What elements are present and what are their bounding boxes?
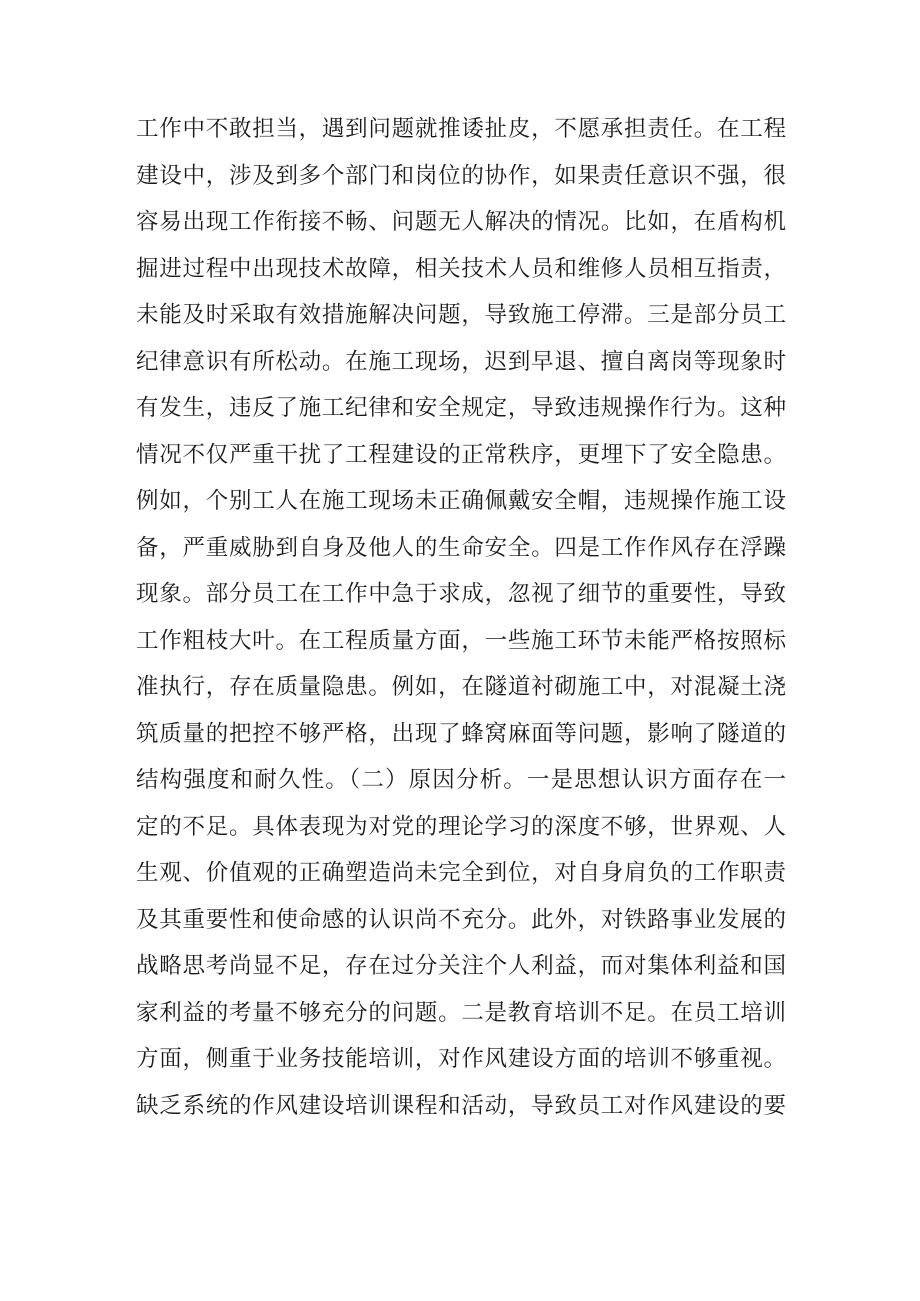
text-line: 工作中不敢担当，遇到问题就推诿扯皮，不愿承担责任。在工程	[136, 116, 786, 142]
text-line: 方面，侧重于业务技能培训，对作风建设方面的培训不够重视。	[136, 1046, 786, 1072]
text-line: 情况不仅严重干扰了工程建设的正常秩序，更埋下了安全隐患。	[136, 441, 786, 468]
text-line: 结构强度和耐久性。（二）原因分析。一是思想认识方面存在一	[136, 767, 786, 793]
text-line: 纪律意识有所松动。在施工现场，迟到早退、擅自离岗等现象时	[136, 348, 786, 375]
text-line: 现象。部分员工在工作中急于求成，忽视了细节的重要性，导致	[136, 581, 786, 607]
text-line: 容易出现工作衔接不畅、问题无人解决的情况。比如，在盾构机	[136, 209, 786, 235]
text-line: 缺乏系统的作风建设培训课程和活动，导致员工对作风建设的要	[136, 1092, 786, 1119]
text-line: 战略思考尚显不足，存在过分关注个人利益，而对集体利益和国	[136, 953, 786, 979]
text-line: 工作粗枝大叶。在工程质量方面，一些施工环节未能严格按照标	[136, 627, 786, 654]
text-line: 备，严重威胁到自身及他人的生命安全。四是工作作风存在浮躁	[136, 534, 786, 561]
text-line: 筑质量的把控不够严格，出现了蜂窝麻面等问题，影响了隧道的	[136, 720, 786, 747]
text-line: 建设中，涉及到多个部门和岗位的协作，如果责任意识不强，很	[136, 162, 786, 189]
text-line: 例如，个别工人在施工现场未正确佩戴安全帽，违规操作施工设	[136, 488, 786, 514]
text-line: 定的不足。具体表现为对党的理论学习的深度不够，世界观、人	[136, 813, 786, 840]
text-line: 准执行，存在质量隐患。例如，在隧道衬砌施工中，对混凝土浇	[136, 674, 786, 700]
text-line: 掘进过程中出现技术故障，相关技术人员和维修人员相互指责，	[136, 255, 786, 282]
text-line: 有发生，违反了施工纪律和安全规定，导致违规操作行为。这种	[136, 395, 786, 421]
body-text	[136, 106, 786, 1129]
text-line: 未能及时采取有效措施解决问题，导致施工停滞。三是部分员工	[136, 302, 786, 328]
text-line: 生观、价值观的正确塑造尚未完全到位，对自身肩负的工作职责	[136, 860, 786, 886]
text-line: 家利益的考量不够充分的问题。二是教育培训不足。在员工培训	[136, 999, 786, 1026]
text-line: 及其重要性和使命感的认识尚不充分。此外，对铁路事业发展的	[136, 906, 786, 933]
